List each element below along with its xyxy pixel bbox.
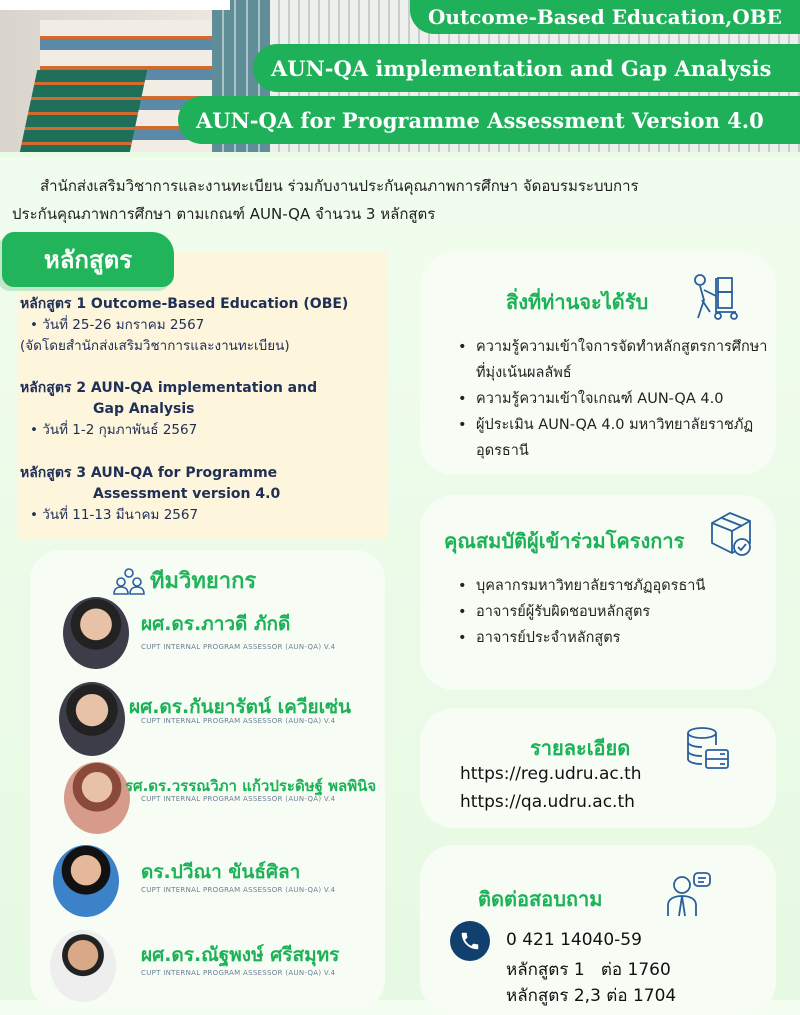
speaker-name: ดร.ปวีณา ขันธ์ศิลา: [141, 861, 301, 883]
contact-phone: 0 421 14040-59: [506, 930, 642, 950]
team-icon: [112, 567, 146, 595]
details-link-reg[interactable]: https://reg.udru.ac.th: [460, 764, 642, 784]
qualification-item: • อาจารย์ผู้รับผิดชอบหลักสูตร: [458, 599, 768, 625]
speaker-name: ผศ.ดร.ภาวดี ภักดี: [141, 613, 291, 635]
course-title: หลักสูตร 1 Outcome-Based Education (OBE): [20, 296, 349, 312]
avatar: [63, 597, 129, 669]
speaker-role: CUPT INTERNAL PROGRAM ASSESSOR (AUN-QA) V.4: [141, 717, 336, 725]
course-note: (จัดโดยสำนักส่งเสริมวิชาการและงานทะเบียน): [20, 338, 290, 354]
contact-ext-2: หลักสูตร 2,3 ต่อ 1704: [506, 986, 677, 1006]
hero-divider: [0, 152, 800, 157]
contact-ext-1: หลักสูตร 1 ต่อ 1760: [506, 960, 671, 980]
contact-heading: ติดต่อสอบถาม: [478, 887, 603, 911]
delivery-worker-icon: [688, 272, 740, 324]
benefit-item: • ความรู้ความเข้าใจการจัดทำหลักสูตรการศึกษาที่มุ่งเน้นผลลัพธ์: [458, 334, 768, 386]
avatar: [59, 682, 125, 756]
details-card: [420, 708, 776, 828]
banner-programme-assessment: AUN-QA for Programme Assessment Version 4.0: [178, 96, 800, 144]
speaker-role: CUPT INTERNAL PROGRAM ASSESSOR (AUN-QA) V.4: [141, 969, 336, 977]
course-date: • วันที่ 11-13 มีนาคม 2567: [20, 505, 280, 526]
qualifications-list: [458, 573, 768, 651]
avatar: [64, 762, 130, 834]
course-date: • วันที่ 25-26 มกราคม 2567: [20, 315, 348, 336]
qualifications-card: [420, 495, 776, 690]
avatar: [53, 845, 119, 917]
speaker-2: [0, 680, 400, 760]
intro-line-2: ประกันคุณภาพการศึกษา ตามเกณฑ์ AUN-QA จำนวน 3 หลักสูตร: [12, 205, 436, 223]
benefit-item: • ความรู้ความเข้าใจเกณฑ์ AUN-QA 4.0: [458, 386, 768, 412]
benefits-card: [420, 252, 776, 475]
banner-obe: Outcome-Based Education,OBE: [410, 0, 800, 34]
logo-strip: [0, 0, 230, 10]
qualification-item: • อาจารย์ประจำหลักสูตร: [458, 625, 768, 651]
course-title-cont: Assessment version 4.0: [93, 486, 281, 502]
details-heading: รายละเอียด: [530, 736, 631, 760]
benefits-heading: สิ่งที่ท่านจะได้รับ: [506, 290, 649, 314]
details-link-qa[interactable]: https://qa.udru.ac.th: [460, 792, 635, 812]
speaker-1: [0, 597, 400, 677]
course-2: [20, 378, 317, 441]
course-date: • วันที่ 1-2 กุมภาพันธ์ 2567: [20, 420, 317, 441]
speakers-heading-text: ทีมวิทยากร: [150, 569, 257, 594]
qualification-item: • บุคลากรมหาวิทยาลัยราชภัฏอุดรธานี: [458, 573, 768, 599]
speaker-role: CUPT INTERNAL PROGRAM ASSESSOR (AUN-QA) V.4: [141, 643, 336, 651]
speaker-name: ผศ.ดร.กันยารัตน์ เควียเซ่น: [129, 696, 351, 718]
contact-card: [420, 845, 776, 1015]
course-title: หลักสูตร 2 AUN-QA implementation and: [20, 380, 318, 396]
database-server-icon: [686, 726, 730, 770]
course-title: หลักสูตร 3 AUN-QA for Programme: [20, 465, 278, 481]
speaker-role: CUPT INTERNAL PROGRAM ASSESSOR (AUN-QA) V.4: [141, 795, 336, 803]
intro-line-1: สำนักส่งเสริมวิชาการและงานทะเบียน ร่วมกับงานประกันคุณภาพการศึกษา จัดอบรมระบบการ: [40, 177, 639, 195]
course-1: [20, 294, 348, 357]
building-green-facade: [19, 70, 147, 157]
hero-banner: [0, 0, 800, 157]
speaker-4: [0, 845, 400, 925]
courses-heading: หลักสูตร: [2, 232, 174, 287]
speaker-name: ผศ.ดร.ณัฐพงษ์ ศรีสมุทร: [141, 944, 340, 966]
verified-box-icon: [708, 509, 754, 559]
speaker-name: รศ.ดร.วรรณวิภา แก้วประดิษฐ์ พลพินิจ: [125, 777, 377, 795]
phone-icon: [450, 921, 490, 961]
qualifications-heading: คุณสมบัติผู้เข้าร่วมโครงการ: [444, 529, 685, 553]
speaker-5: [0, 928, 400, 1008]
speaker-3: [0, 762, 400, 842]
speakers-heading: [112, 563, 256, 598]
benefit-item: • ผู้ประเมิน AUN-QA 4.0 มหาวิทยาลัยราชภัฏอุดรธานี: [458, 412, 768, 464]
intro-text: [12, 172, 792, 228]
course-title-cont: Gap Analysis: [93, 401, 195, 417]
speaker-role: CUPT INTERNAL PROGRAM ASSESSOR (AUN-QA) V.4: [141, 886, 336, 894]
banner-gap-analysis: AUN-QA implementation and Gap Analysis: [253, 44, 800, 92]
avatar: [50, 930, 116, 1002]
customer-support-icon: [664, 871, 712, 917]
benefits-list: [458, 334, 768, 464]
course-3: [20, 463, 280, 526]
